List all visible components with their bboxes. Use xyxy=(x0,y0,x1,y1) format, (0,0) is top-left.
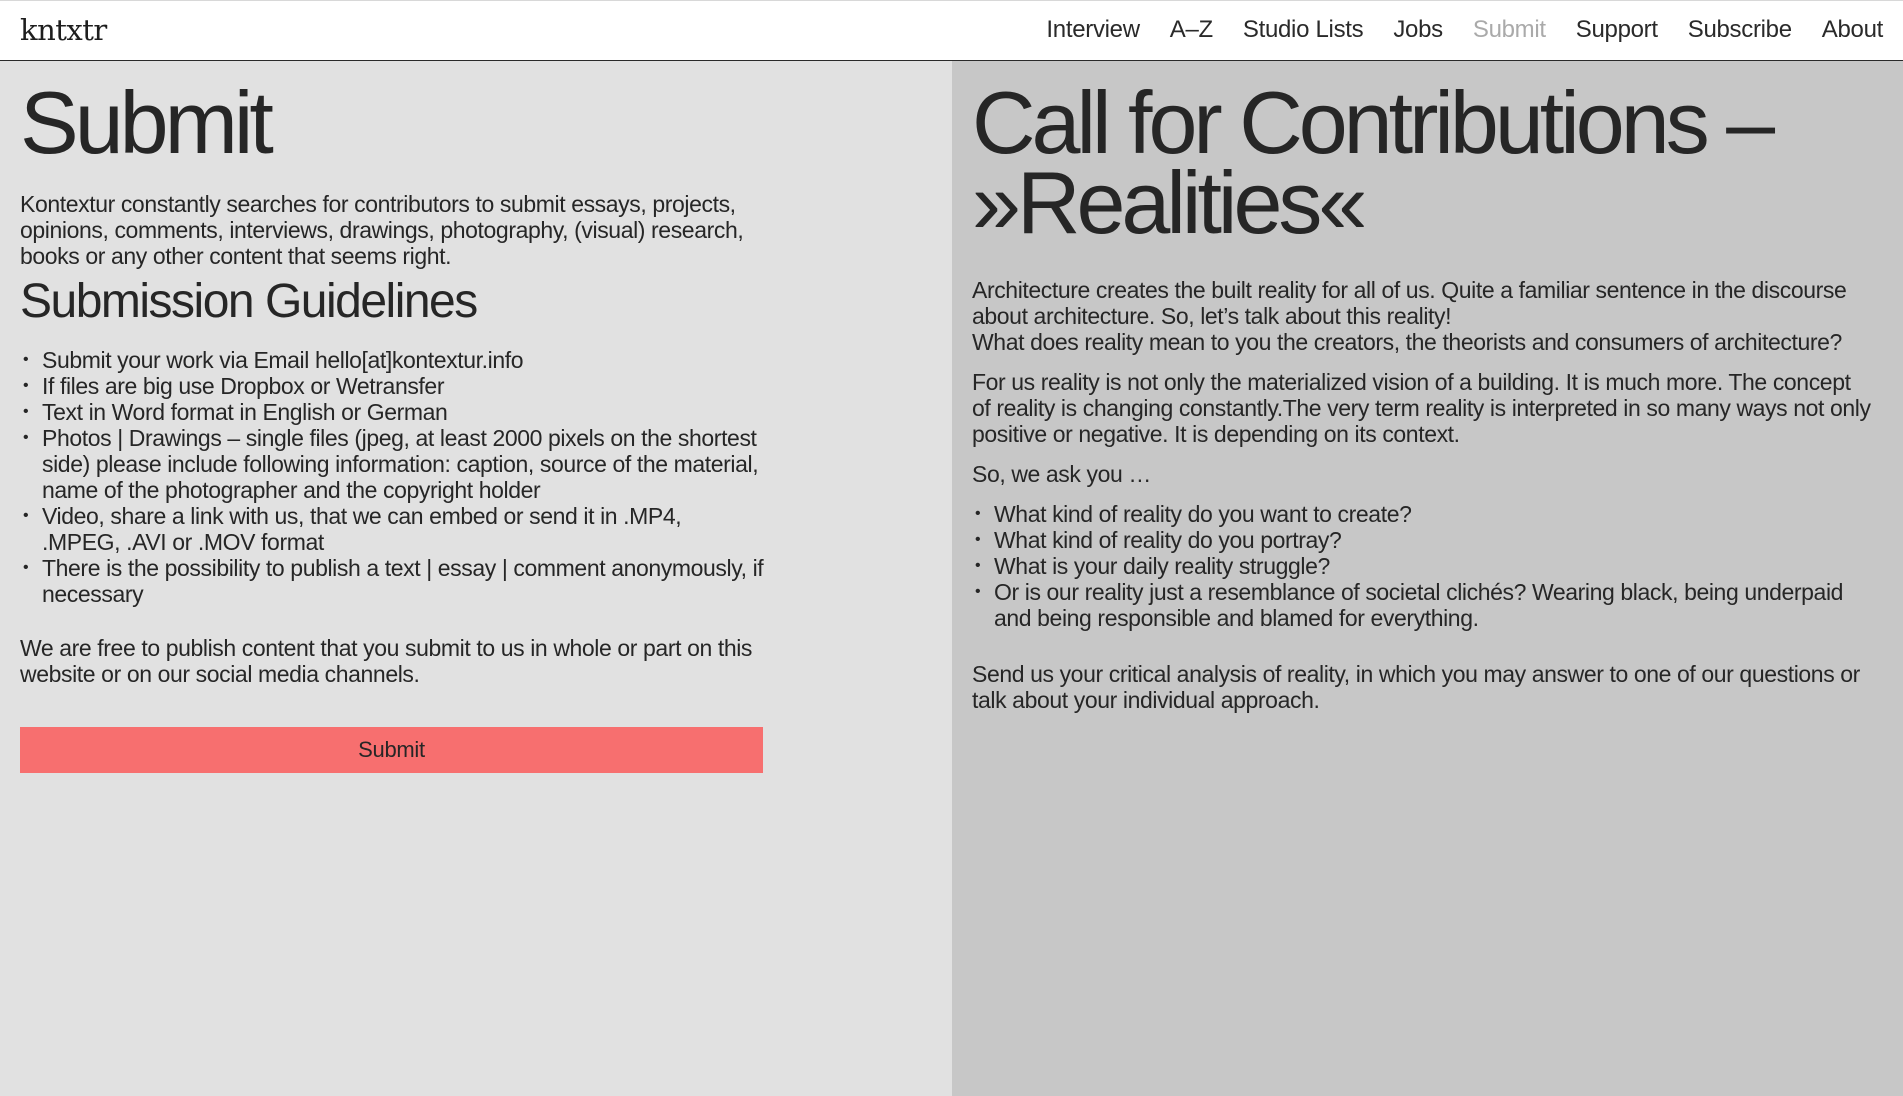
call-paragraph-1-line-1: Architecture creates the built reality for all of us. Quite a familiar sentence in the discourse about architecture. So, let’s talk about this reality! xyxy=(972,277,1847,329)
nav-item-support[interactable]: Support xyxy=(1575,16,1658,43)
list-item xyxy=(20,425,765,503)
bullet-icon: • xyxy=(975,505,981,522)
guideline-text: Video, share a link with us, that we can embed or send it in .MP4, .MPEG, .AVI or .MOV format xyxy=(42,503,682,555)
guideline-text: If files are big use Dropbox or Wetransfer xyxy=(42,373,445,399)
submit-content xyxy=(20,73,765,773)
bullet-icon: • xyxy=(23,377,29,394)
question-text: What kind of reality do you want to create? xyxy=(994,501,1412,527)
bullet-icon: • xyxy=(975,531,981,548)
submit-panel xyxy=(0,61,952,1096)
top-navigation-bar xyxy=(0,0,1903,61)
list-item xyxy=(20,555,765,607)
bullet-icon: • xyxy=(23,403,29,420)
submit-button[interactable]: Submit xyxy=(20,727,763,773)
nav-item-a-z[interactable]: A–Z xyxy=(1169,16,1213,43)
list-item xyxy=(20,503,765,555)
nav-item-subscribe[interactable]: Subscribe xyxy=(1687,16,1792,43)
call-closing: Send us your critical analysis of reality, in which you may answer to one of our questions or talk about your individual approach. xyxy=(972,661,1860,713)
call-title-line-2: »Realities« xyxy=(972,153,1364,252)
list-item xyxy=(972,579,1872,631)
publishing-notice: We are free to publish content that you submit to us in whole or part on this website or on our social media channels. xyxy=(20,635,753,687)
call-paragraph-3: So, we ask you … xyxy=(972,461,1151,487)
bullet-icon: • xyxy=(23,507,29,524)
nav-item-submit[interactable]: Submit xyxy=(1472,16,1546,43)
guideline-text: Submit your work via Email hello[at]kontextur.info xyxy=(42,347,524,373)
main-nav xyxy=(1046,16,1883,44)
question-text: Or is our reality just a resemblance of societal clichés? Wearing black, being underpaid and being responsible and blamed for everything. xyxy=(994,579,1844,631)
question-text: What kind of reality do you portray? xyxy=(994,527,1342,553)
call-title xyxy=(972,73,1872,252)
bullet-icon: • xyxy=(975,557,981,574)
bullet-icon: • xyxy=(23,559,29,576)
guideline-text: There is the possibility to publish a text | essay | comment anonymously, if necessary xyxy=(42,555,764,607)
bullet-icon: • xyxy=(23,429,29,446)
list-item xyxy=(20,373,765,399)
list-item xyxy=(972,553,1872,579)
list-item xyxy=(20,347,765,373)
question-text: What is your daily reality struggle? xyxy=(994,553,1330,579)
guideline-text: Text in Word format in English or German xyxy=(42,399,448,425)
list-item xyxy=(20,399,765,425)
nav-item-interview[interactable]: Interview xyxy=(1046,16,1140,43)
call-paragraph-2: For us reality is not only the materialized vision of a building. It is much more. The concept of reality is changing constantly.The very term reality is interpreted in so many ways not only positive or negative. It is depending on its context. xyxy=(972,369,1871,447)
call-title-line-1: Call for Contributions – xyxy=(972,73,1772,172)
nav-item-studio-lists[interactable]: Studio Lists xyxy=(1242,16,1364,43)
site-logo[interactable]: kntxtr xyxy=(20,13,107,47)
call-for-contributions-panel xyxy=(952,61,1903,1096)
nav-item-jobs[interactable]: Jobs xyxy=(1393,16,1443,43)
guidelines-list xyxy=(20,347,765,607)
questions-list xyxy=(972,501,1872,631)
call-paragraph-1 xyxy=(972,277,1872,355)
submit-intro: Kontextur constantly searches for contributors to submit essays, projects, opinions, comments, interviews, drawings, photography, (visual) research, books or any other content that seems right. xyxy=(20,191,744,269)
call-content xyxy=(972,73,1872,713)
guidelines-heading: Submission Guidelines xyxy=(20,275,477,328)
page-title: Submit xyxy=(20,73,270,172)
nav-item-about[interactable]: About xyxy=(1821,16,1883,43)
guideline-text: Photos | Drawings – single files (jpeg, at least 2000 pixels on the shortest side) please include following information: caption, source of the material, name of the photographer and the copyright holder xyxy=(42,425,759,503)
list-item xyxy=(972,527,1872,553)
call-paragraph-1-line-2: What does reality mean to you the creators, the theorists and consumers of architecture? xyxy=(972,329,1842,355)
bullet-icon: • xyxy=(975,583,981,600)
bullet-icon: • xyxy=(23,351,29,368)
list-item xyxy=(972,501,1872,527)
